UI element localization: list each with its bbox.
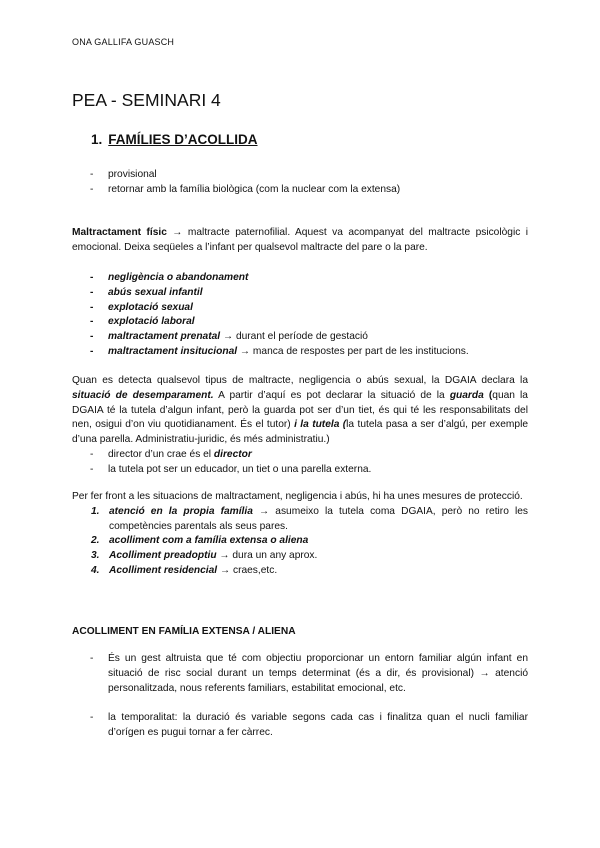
maltractament-block <box>72 226 528 256</box>
list-item <box>72 271 528 286</box>
list-item <box>72 463 528 478</box>
item-rest: → manca de respostes per part de les institucions. <box>237 345 469 357</box>
list-item <box>72 330 528 345</box>
section-1-title: FAMÍLIES D’ACOLLIDA <box>108 132 258 147</box>
section-2-list <box>72 652 528 696</box>
list-item <box>72 505 528 535</box>
item-rest: → craes,etc. <box>217 564 278 576</box>
mesures-paragraph: Per fer front a les situacions de maltractament, negligencia i abús, hi ha unes mesures de protecció. <box>72 491 523 502</box>
intro-list <box>72 168 528 198</box>
list-item <box>72 534 528 549</box>
types-list <box>72 271 528 360</box>
item-bold: abús sexual infantil <box>108 286 203 298</box>
list-item <box>72 345 528 360</box>
item-bold: atenció en la propia família <box>109 505 253 517</box>
item-bold: Acolliment preadoptiu <box>109 550 217 562</box>
item-rest: → dura un any aprox. <box>216 550 318 562</box>
item-bold: Acolliment residencial <box>109 564 218 576</box>
item-bold: acolliment com a família extensa o aliena <box>109 535 309 547</box>
section-1-number: 1. <box>91 132 103 147</box>
mesures-list <box>72 505 528 579</box>
dgaia-paragraph <box>72 374 528 448</box>
list-item <box>72 301 528 316</box>
types-list-block <box>72 271 528 360</box>
intro-list-block <box>72 168 528 198</box>
item-number: 1. <box>91 505 100 517</box>
maltractament-text: → maltracte paternofilial. Aquest va acompanyat del maltracte psicològic i emocional. Deixa seqüeles a l’infant per qualsevol maltracte del pare o la pare. <box>72 227 528 253</box>
item-bold: director <box>213 448 252 460</box>
item-rest: → asumeixo la tutela coma DGAIA, però no retiro les competències parentals als seus pares. <box>109 505 528 532</box>
list-item: - provisional <box>72 168 528 183</box>
text-run: quan la DGAIA té la tutela d’algun infant, però la guarda pot ser d’un tiet, és qui té les responsabilitats del nen, osigui d’on viu quotidianament. És el tutor) <box>72 389 528 431</box>
section-2-block-2 <box>72 711 528 741</box>
text-run: Quan es detecta qualsevol tipus de maltracte, negligencia o abús sexual, la DGAIA declara la <box>72 375 528 386</box>
list-item <box>72 286 528 301</box>
text-run-bold: guarda <box>449 389 484 401</box>
item-bold: negligència o abandonament <box>108 272 249 283</box>
item-bold: maltractament insitucional <box>108 345 238 357</box>
list-item: - retornar amb la família biològica (com la nuclear com la extensa) <box>72 183 528 198</box>
section-2-block <box>72 652 528 696</box>
item-bold: explotació sexual <box>108 301 193 313</box>
mesures-block <box>72 490 528 579</box>
maltractament-term: Maltractament físic <box>72 227 167 238</box>
item-text: director d’un crae és el <box>108 448 214 460</box>
item-bold: maltractament prenatal <box>108 331 221 343</box>
section-2-heading: ACOLLIMENT EN FAMÍLIA EXTENSA / ALIENA <box>72 626 296 637</box>
author-header: ONA GALLIFA GUASCH <box>72 37 175 47</box>
list-item: - la temporalitat: la duració és variable segons cada cas i finalitza quan el nucli familiar d’orígen es pugui tornar a fer càrrec. <box>72 711 528 741</box>
text-run-bold: situació de desemparament. <box>72 389 214 401</box>
dgaia-block <box>72 374 528 478</box>
director-list <box>72 448 528 478</box>
text-run-bold: ( <box>483 389 493 401</box>
text-run-bold: i la tutela ( <box>294 419 347 431</box>
document-title: PEA - SEMINARI 4 <box>72 90 221 110</box>
text-run: A partir d’aquí es pot declarar la situació de la <box>213 389 450 401</box>
item-bold: explotació laboral <box>108 316 195 328</box>
list-item <box>72 448 528 463</box>
maltractament-paragraph <box>72 226 528 256</box>
section-2-list-2 <box>72 711 528 741</box>
item-rest: → durant el període de gestació <box>220 331 368 343</box>
list-item <box>72 564 528 579</box>
text-run: la tutela pasa a ser d’algú, per exemple d’una parella. Administratiu-juridic, és més administratiu.) <box>72 419 529 446</box>
list-item: - És un gest altruista que té com objectiu proporcionar un entorn familiar algún infant en situació de risc social durant un temps determinat (és a dir, és provisional) → atenció personalitzada, nous referents familiars, estabilitat emocional, etc. <box>72 652 528 696</box>
section-1-heading <box>91 132 258 147</box>
list-item <box>72 549 528 564</box>
list-item <box>72 315 528 330</box>
item-text: la tutela pot ser un educador, un tiet o una parella externa. <box>108 463 372 475</box>
item-number: 4. <box>91 564 100 576</box>
item-number: 3. <box>91 550 100 562</box>
item-number: 2. <box>91 535 100 547</box>
